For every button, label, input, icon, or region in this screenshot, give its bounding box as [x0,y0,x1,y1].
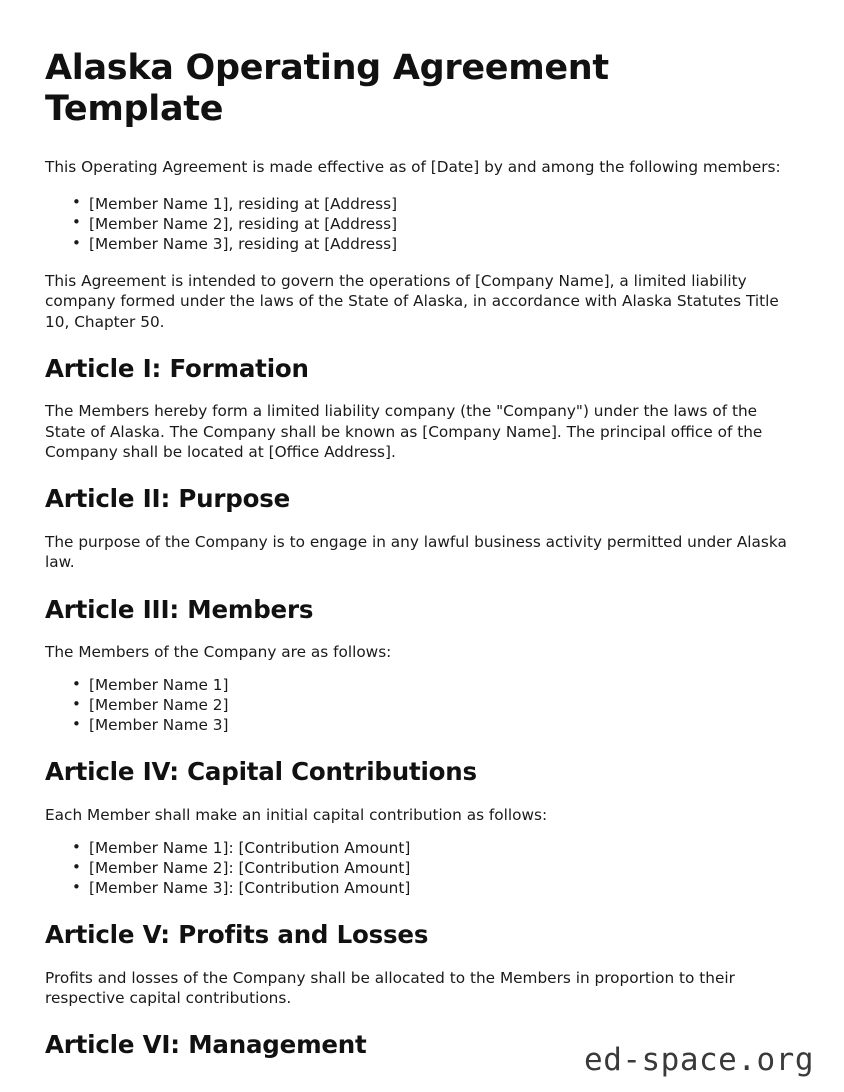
watermark: ed-space.org [584,1042,814,1078]
list-item: • [Member Name 1], residing at [Address] [45,194,798,214]
section-heading-article-i: Article I: Formation [45,354,309,384]
members-list [45,675,798,735]
member-address-list [45,194,798,254]
section-heading-article-iii: Article III: Members [45,594,314,624]
intro-paragraph: This Operating Agreement is made effective as of [Date] by and among the following members: [45,157,781,176]
list-item: • [Member Name 1]: [Contribution Amount] [45,838,798,858]
capital-contributions-list [45,838,798,898]
list-item: • [Member Name 2], residing at [Address] [45,214,798,234]
section-body-article-iv: Each Member shall make an initial capital contribution as follows: [45,805,548,824]
section-heading-article-iv: Article IV: Capital Contributions [45,757,477,787]
governing-law-paragraph: This Agreement is intended to govern the operations of [Company Name], a limited liability company formed under the laws of the State of Alaska, in accordance with Alaska Statutes Title 10, Chapter 50. [45,272,779,331]
section-body-article-i: The Members hereby form a limited liability company (the "Company") under the laws of the State of Alaska. The Company shall be known as [Company Name]. The principal office of the Company shall be located at [Office Address]. [45,402,763,462]
section-heading-article-vi: Article VI: Management [45,1030,367,1060]
list-item: • [Member Name 3]: [Contribution Amount] [45,878,798,898]
list-item: • [Member Name 3], residing at [Address] [45,234,798,254]
list-item: • [Member Name 2] [45,695,798,715]
list-item: • [Member Name 2]: [Contribution Amount] [45,858,798,878]
section-heading-article-v: Article V: Profits and Losses [45,920,429,950]
list-item: • [Member Name 3] [45,715,798,735]
section-body-article-ii: The purpose of the Company is to engage in any lawful business activity permitted under Alaska law. [45,532,787,572]
page-title: Alaska Operating Agreement Template [45,48,609,130]
section-body-article-iii: The Members of the Company are as follows: [45,642,392,661]
section-body-article-v: Profits and losses of the Company shall be allocated to the Members in proportion to their respective capital contributions. [45,968,735,1007]
list-item: • [Member Name 1] [45,675,798,695]
section-heading-article-ii: Article II: Purpose [45,484,291,514]
